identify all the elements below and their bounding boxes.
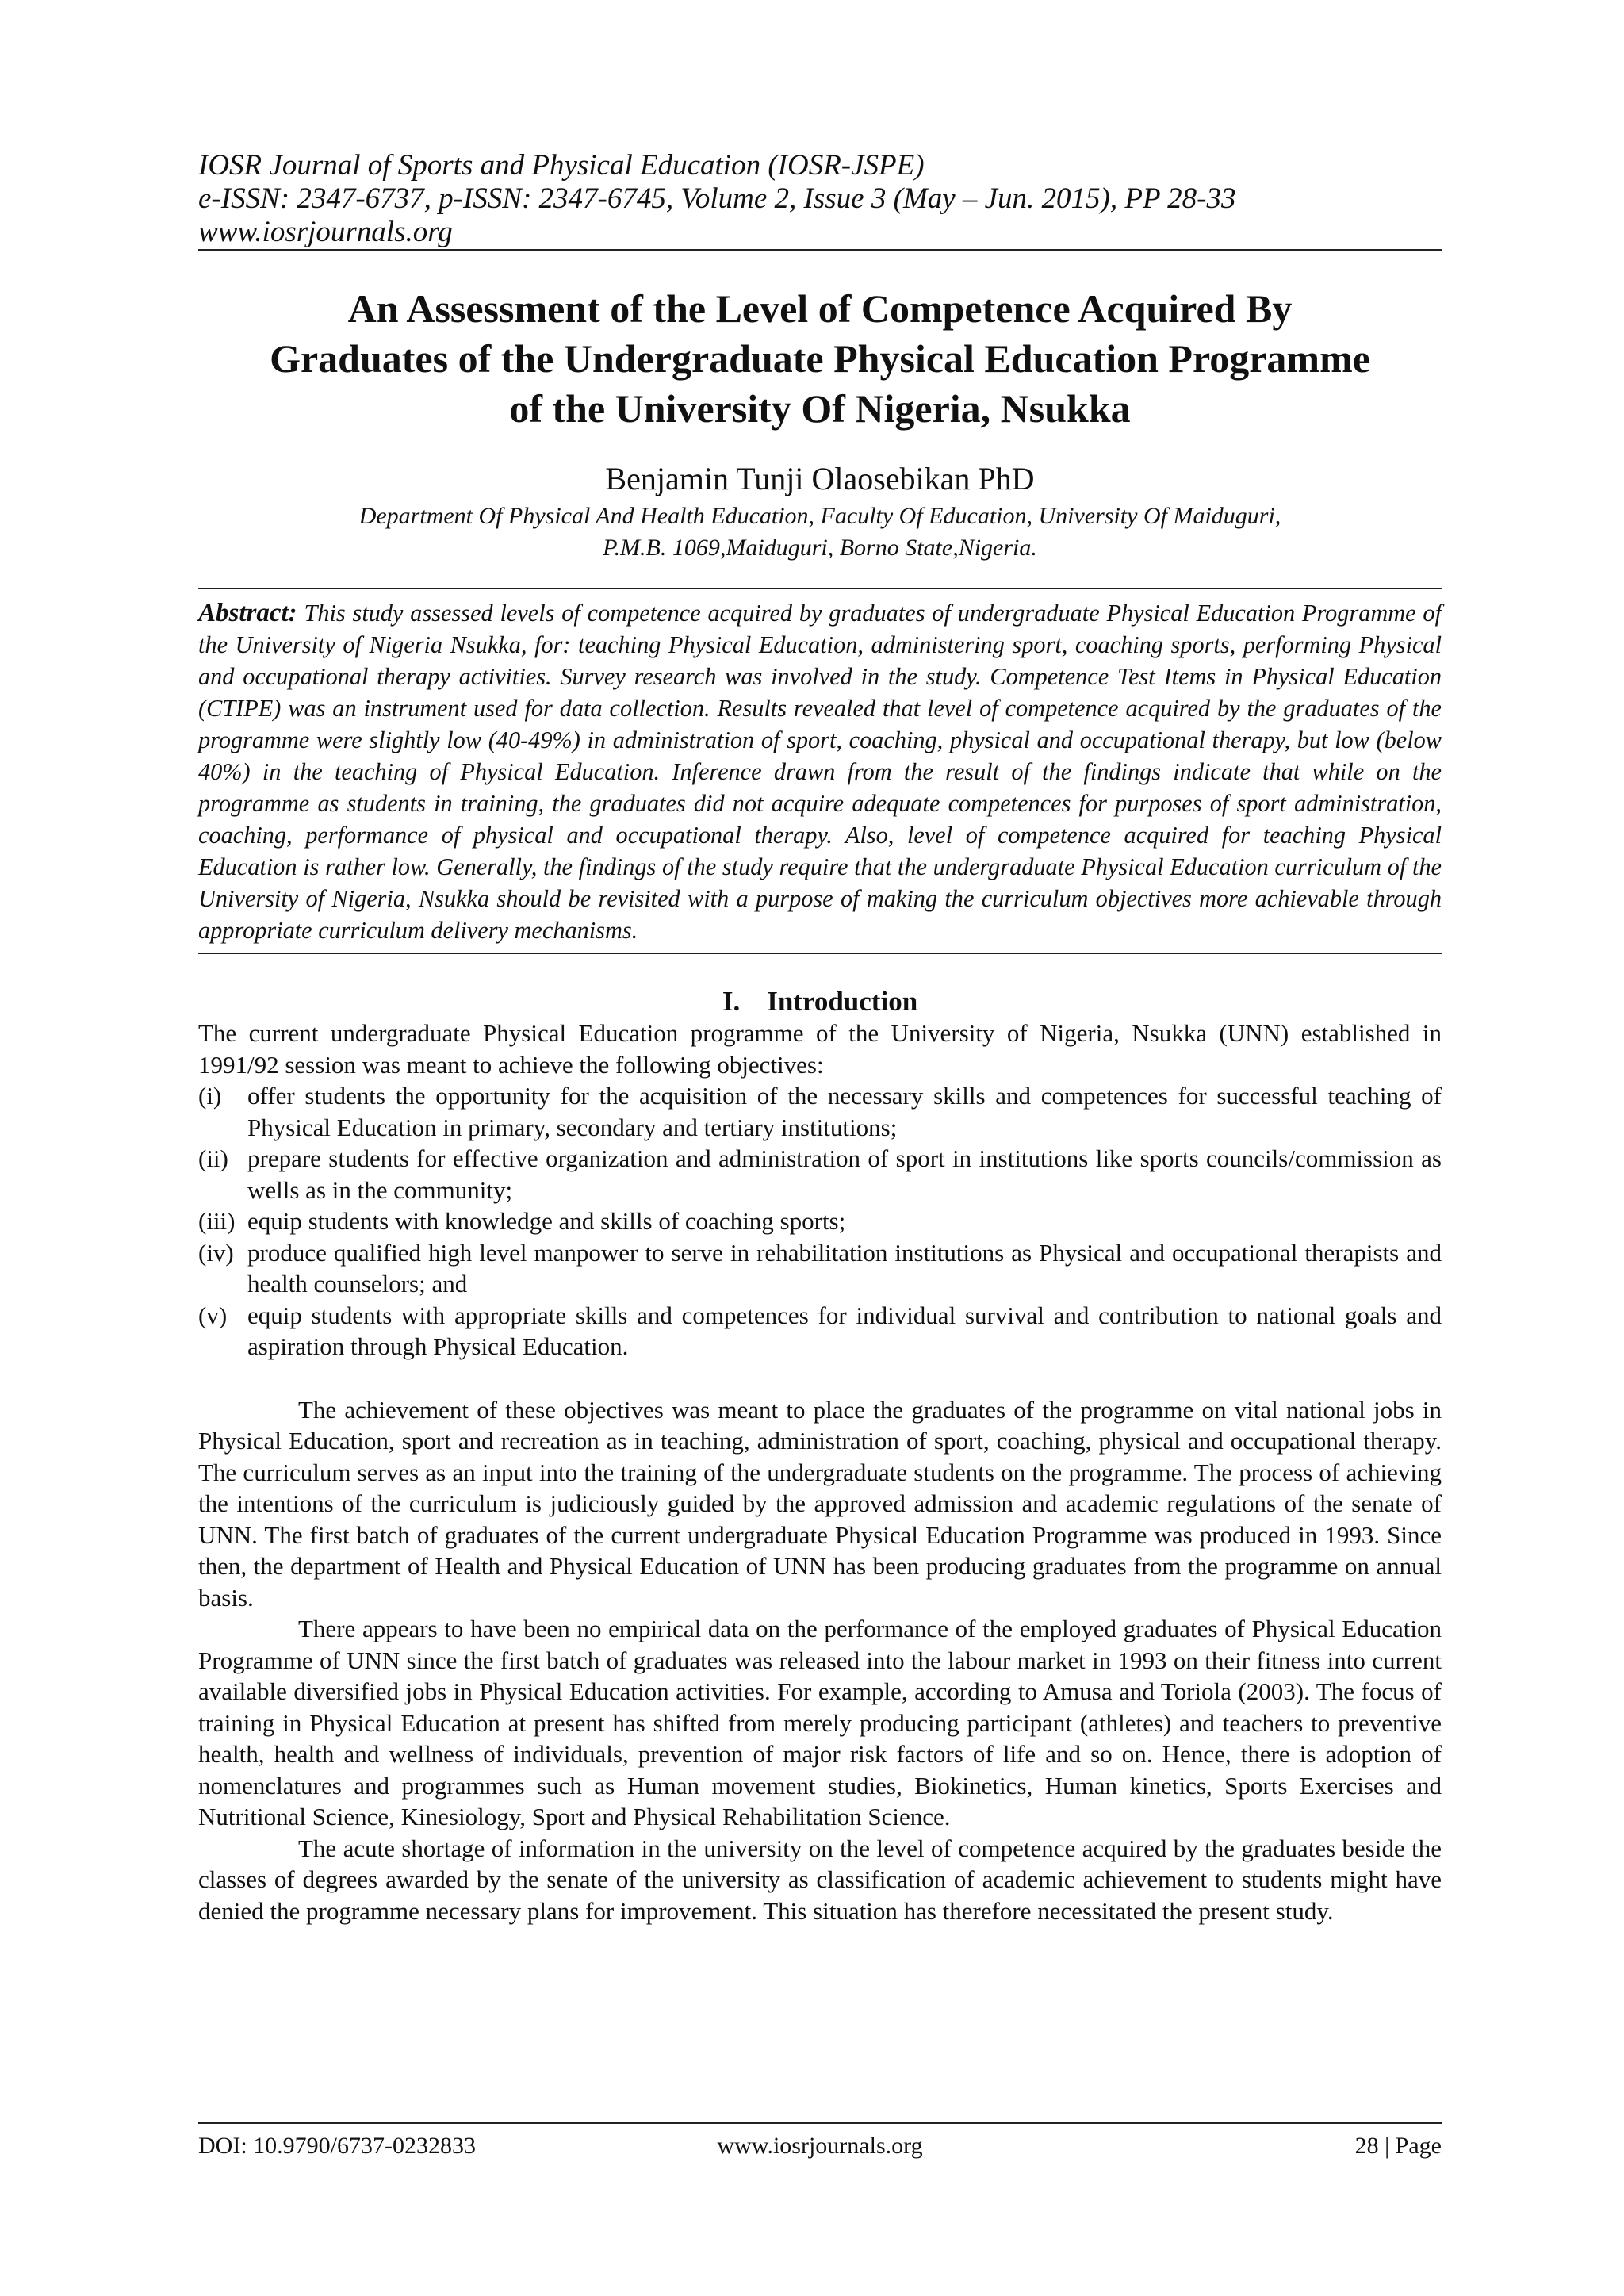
list-item [198,1300,1442,1363]
title-line-1: An Assessment of the Level of Competence Acquired By [347,286,1293,331]
abstract-text: This study assessed levels of competence acquired by graduates of undergraduate Physical Education Programme of the University of Nigeria Nsukka, for: teaching Physical Education, administering sport, coaching sports, performing Physical and occupational therapy activities. Survey research was involved in the study. Competence Test Items in Physical Education (CTIPE) was an instrument used for data collection. Results revealed that level of competence acquired by the graduates of the programme were slightly low (40-49%) in administration of sport, coaching, physical and occupational therapy, but low (below 40%) in the teaching of Physical Education. Inference drawn from the result of the findings indicate that while on the programme as students in training, the graduates did not acquire adequate competences for purposes of sport administration, coaching, performance of physical and occupational therapy. Also, level of competence acquired for teaching Physical Education is rather low. Generally, the findings of the study require that the undergraduate Physical Education curriculum of the University of Nigeria, Nsukka should be revisited with a purpose of making the curriculum objectives more achievable through appropriate curriculum delivery mechanisms. [198,600,1442,944]
section-number: I. [722,986,741,1017]
affiliation-line-1: Department Of Physical And Health Education, Faculty Of Education, University Of Maiduguri, [358,503,1281,529]
paper-title [198,284,1442,434]
list-item-text: prepare students for effective organization and administration of sport in institutions like sports councils/commission as wells as in the community; [247,1144,1442,1204]
footer-page-number: 28 | Page [1354,2133,1442,2159]
abstract [198,589,1442,953]
section-heading [198,986,1442,1018]
abstract-label: Abstract: [198,599,297,627]
journal-name: IOSR Journal of Sports and Physical Education (IOSR-JSPE) [198,149,925,182]
author-affiliation [198,500,1442,564]
body-paragraph-3: The acute shortage of information in the university on the level of competence acquired by the graduates beside the classes of degrees awarded by the senate of the university as classification of academic achievement to students might have denied the programme necessary plans for improvement. This situation has therefore necessitated the present study. [198,1834,1442,1925]
list-marker: (iv) [198,1238,234,1267]
section-title: Introduction [767,986,918,1017]
title-line-2: Graduates of the Undergraduate Physical Education Programme [270,336,1370,381]
body-paragraph-2: There appears to have been no empirical data on the performance of the employed graduates of Physical Education Programme of UNN since the first batch of graduates was released into the labour market in 1993 on their fitness into current available diversified jobs in Physical Education activities. For example, according to Amusa and Toriola (2003). The focus of training in Physical Education at present has shifted from merely producing participant (athletes) and teachers to preventive health, health and wellness of individuals, prevention of major risk factors of life and so on. Hence, there is adoption of nomenclatures and programmes such as Human movement studies, Biokinetics, Human kinetics, Sports Exercises and Nutritional Science, Kinesiology, Sport and Physical Rehabilitation Science. [198,1615,1442,1830]
abstract-bottom-rule [198,953,1442,954]
list-marker: (iii) [198,1207,236,1235]
page-footer [198,2122,1442,2160]
intro-paragraph: The current undergraduate Physical Education programme of the University of Nigeria, Nsukka (UNN) established in 1991/92 session was meant to achieve the following objectives: [198,1019,1442,1079]
affiliation-line-2: P.M.B. 1069,Maiduguri, Borno State,Nigeria. [603,535,1037,561]
list-item-text: equip students with knowledge and skills of coaching sports; [247,1207,846,1235]
list-marker: (v) [198,1301,228,1329]
objectives-list [198,1080,1442,1363]
list-item-text: produce qualified high level manpower to serve in rehabilitation institutions as Physical and occupational therapists and health counselors; and [247,1238,1442,1297]
list-item [198,1237,1442,1300]
list-item [198,1080,1442,1143]
journal-issn: e-ISSN: 2347-6737, p-ISSN: 2347-6745, Volume 2, Issue 3 (May – Jun. 2015), PP 28-33 [198,182,1236,215]
title-line-3: of the University Of Nigeria, Nsukka [509,386,1131,431]
list-marker: (ii) [198,1144,228,1172]
list-item [198,1205,1442,1237]
list-item-text: equip students with appropriate skills and competences for individual survival and contribution to national goals and aspiration through Physical Education. [247,1301,1442,1360]
journal-header [198,149,1442,249]
body-paragraph-1: The achievement of these objectives was meant to place the graduates of the programme on vital national jobs in Physical Education, sport and recreation as in teaching, administration of sport, coaching, physical and occupational therapy. The curriculum serves as an input into the training of the undergraduate students on the programme. The process of achieving the intentions of the curriculum is judiciously guided by the approved admission and academic regulations of the senate of UNN. The first batch of graduates of the current undergraduate Physical Education Programme was produced in 1993. Since then, the department of Health and Physical Education of UNN has been producing graduates from the programme on annual basis. [198,1395,1442,1612]
footer-doi: DOI: 10.9790/6737-0232833 [198,2133,476,2159]
list-marker: (i) [198,1082,222,1110]
paper-page [198,149,1442,1926]
list-item-text: offer students the opportunity for the acquisition of the necessary skills and competences for successful teaching of Physical Education in primary, secondary and tertiary institutions; [247,1082,1442,1141]
author-name: Benjamin Tunji Olaosebikan PhD [605,461,1035,496]
footer-website: www.iosrjournals.org [717,2133,923,2159]
header-rule [198,249,1442,251]
list-item [198,1143,1442,1205]
journal-website: www.iosrjournals.org [198,216,453,248]
